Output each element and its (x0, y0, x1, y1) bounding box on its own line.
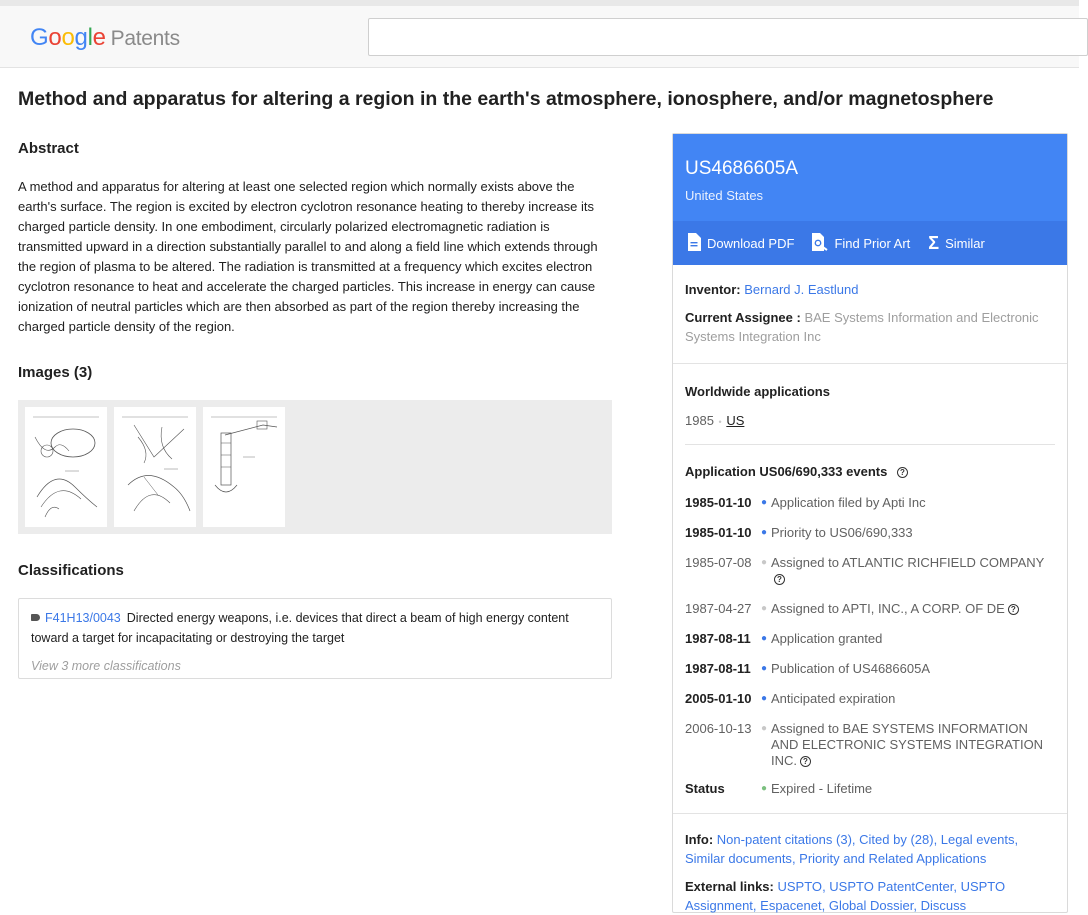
info-link[interactable]: Non-patent citations (3) (716, 832, 852, 847)
event-text-value: Assigned to APTI, INC., A CORP. OF DE (771, 601, 1005, 616)
event-dot: ● (761, 663, 768, 674)
patent-drawing-thumbnail[interactable] (114, 407, 196, 527)
event-date: 1987-04-27 (685, 601, 752, 616)
event-text-value: Assigned to ATLANTIC RICHFIELD COMPANY (771, 555, 1045, 570)
event-dot: ● (761, 603, 768, 614)
event-date: 1985-07-08 (685, 555, 752, 570)
info-link[interactable]: Legal events (940, 832, 1015, 847)
info-link[interactable]: Similar documents (685, 851, 792, 866)
event-text-value: Application filed by Apti Inc (771, 495, 926, 510)
logo-letter: G (30, 24, 49, 51)
inventor-link[interactable]: Bernard J. Eastlund (744, 282, 859, 297)
events-section (673, 445, 1067, 797)
tag-icon (31, 614, 40, 621)
external-link[interactable]: USPTO (777, 879, 823, 894)
view-more-classifications-link[interactable]: View 3 more classifications (31, 659, 181, 673)
event-text (771, 631, 1055, 647)
status-value: Expired - Lifetime (771, 781, 873, 796)
event-row (685, 631, 1055, 647)
drawing-sheet-3-image (203, 407, 285, 527)
event-text-value: Publication of US4686605A (771, 661, 931, 676)
drawing-sheet-2-image (114, 407, 196, 527)
logo-letter: e (92, 24, 106, 51)
images-strip (18, 400, 612, 534)
download-pdf-button[interactable] (687, 233, 794, 254)
status-dot: ● (761, 783, 768, 794)
event-row (685, 555, 1055, 587)
external-links-row (685, 877, 1055, 915)
event-dot: ● (761, 557, 768, 568)
drawing-sheet-1-image (25, 407, 107, 527)
publication-country: United States (685, 188, 764, 203)
logo-letter: g (74, 24, 88, 51)
similar-button[interactable] (928, 232, 985, 253)
assignee-row (685, 308, 1055, 346)
event-dot: ● (761, 527, 768, 538)
external-links-label: External links: (685, 879, 774, 894)
abstract-text: A method and apparatus for altering at least one selected region which normally exists above the earth's surface. The region is excited by electron cyclotron resonance heating to thereby increase its charged particle density. In one embodiment, circularly polarized electromagnetic radiation is transmitted upward in a direction substantially parallel to and along a field line which extends through the region of plasma to be altered. The radiation is transmitted at a frequency which excites electron cyclotron resonance to heat and accelerate the charged particles. This increase in energy can cause ionization of neutral particles which are then absorbed as part of the region thereby increasing the charged particle density of the region. (18, 179, 598, 334)
event-text (771, 525, 1055, 541)
people-section (673, 265, 1067, 363)
similar-label: Similar (945, 235, 985, 251)
find-prior-art-label: Find Prior Art (834, 235, 911, 251)
external-link[interactable]: Global Dossier (828, 898, 914, 913)
help-circle-icon[interactable]: ? (800, 756, 811, 767)
event-row (685, 691, 1055, 707)
logo-product: Patents (110, 27, 180, 50)
event-text-value: Application granted (771, 631, 883, 646)
find-prior-art-button[interactable] (812, 233, 910, 254)
event-dot: ● (761, 693, 768, 704)
event-text-value: Anticipated expiration (771, 691, 896, 706)
external-link[interactable]: Discuss (920, 898, 967, 913)
links-section (673, 814, 1067, 915)
download-pdf-label: Download PDF (707, 235, 795, 251)
event-date: 1985-01-10 (685, 525, 752, 540)
assignee-label: Current Assignee : (685, 310, 801, 325)
images-heading: Images (3) (18, 364, 93, 381)
panel-actions (673, 221, 1067, 265)
external-link[interactable]: Espacenet (760, 898, 822, 913)
patent-drawing-thumbnail[interactable] (25, 407, 107, 527)
worldwide-country-link[interactable]: US (726, 413, 745, 428)
help-circle-icon[interactable]: ? (897, 467, 908, 478)
worldwide-year: 1985 (685, 413, 714, 428)
event-row (685, 495, 1055, 511)
top-bar (0, 0, 1079, 68)
abstract-heading: Abstract (18, 140, 79, 157)
event-dot: ● (761, 723, 768, 734)
events-heading (685, 462, 1055, 481)
worldwide-section (673, 364, 1067, 445)
publication-number: US4686605A (685, 158, 799, 179)
info-link[interactable]: Cited by (28) (859, 832, 934, 847)
event-row (685, 661, 1055, 677)
help-circle-icon[interactable]: ? (1008, 604, 1019, 615)
event-date: 1987-08-11 (685, 661, 751, 676)
event-row (685, 601, 1055, 617)
event-date: 1985-01-10 (685, 495, 752, 510)
classification-code-link[interactable]: F41H13/0043 (45, 611, 121, 625)
worldwide-row (685, 411, 1055, 445)
event-dot: ● (761, 497, 768, 508)
patent-summary-panel (672, 133, 1068, 913)
search-document-icon (812, 233, 828, 254)
logo-letter: l (87, 24, 93, 51)
event-text-value: Priority to US06/690,333 (771, 525, 913, 540)
event-text (771, 601, 1055, 617)
event-text (771, 495, 1055, 511)
file-icon (687, 233, 701, 254)
help-circle-icon[interactable]: ? (774, 574, 785, 585)
info-link[interactable]: Priority and Related Applications (799, 851, 987, 866)
external-links: USPTO, USPTO PatentCenter, USPTO Assignment, Espacenet, Global Dossier, Discuss (685, 879, 1006, 913)
external-link[interactable]: USPTO Assignment (685, 879, 1006, 913)
event-text (771, 691, 1055, 707)
event-dot: ● (761, 633, 768, 644)
status-row (685, 781, 1055, 797)
classification-card (18, 598, 612, 679)
search-input[interactable] (368, 18, 1088, 56)
info-label: Info: (685, 832, 714, 847)
event-date: 2006-10-13 (685, 721, 752, 736)
status-label: Status (685, 781, 725, 796)
classification-description: Directed energy weapons, i.e. devices that direct a beam of high energy content toward a target for incapacitating or destroying the target (31, 611, 569, 645)
event-text (771, 661, 1055, 677)
assignee-value: BAE Systems Information and Electronic Systems Integration Inc (685, 310, 1039, 344)
patent-title: Method and apparatus for altering a region in the earth's atmosphere, ionosphere, and/or magnetosphere (18, 88, 994, 110)
google-patents-logo[interactable] (30, 24, 180, 52)
worldwide-separator: • (718, 417, 722, 427)
event-text (771, 721, 1055, 769)
info-links: Non-patent citations (3), Cited by (28), Legal events, Similar documents, Priority and Related Applications (685, 832, 1019, 866)
inventor-label: Inventor: (685, 282, 741, 297)
logo-letter: o (48, 24, 62, 51)
event-row (685, 525, 1055, 541)
event-row (685, 721, 1055, 769)
classification-entry (31, 608, 599, 648)
external-link[interactable]: USPTO PatentCenter (829, 879, 954, 894)
events-heading-text: Application US06/690,333 events (685, 464, 888, 479)
panel-header (673, 134, 1067, 221)
patent-drawing-thumbnail[interactable] (203, 407, 285, 527)
worldwide-heading: Worldwide applications (685, 384, 830, 399)
event-text (771, 555, 1055, 587)
logo-letter: o (61, 24, 75, 51)
sigma-icon: Σ (928, 232, 940, 253)
inventor-row (685, 280, 1055, 299)
info-row (685, 830, 1055, 868)
classifications-heading: Classifications (18, 562, 124, 579)
event-date: 1987-08-11 (685, 631, 751, 646)
event-date: 2005-01-10 (685, 691, 752, 706)
events-list (685, 495, 1055, 769)
event-text-value: Assigned to BAE SYSTEMS INFORMATION AND ELECTRONIC SYSTEMS INTEGRATION INC. (771, 721, 1044, 768)
